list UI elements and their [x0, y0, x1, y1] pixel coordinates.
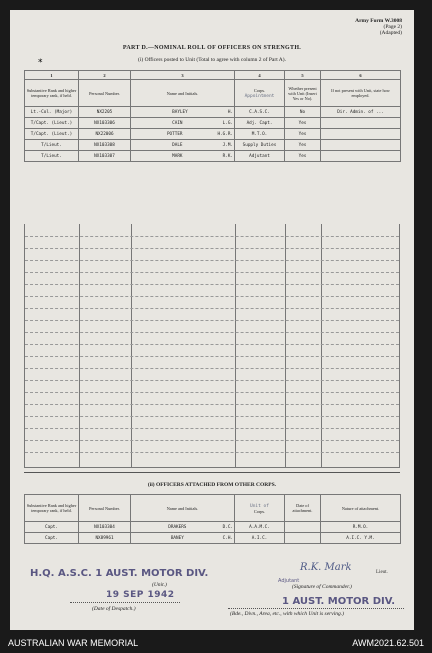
header-personal-number: Personal Number. [79, 495, 131, 522]
table-row [25, 140, 401, 151]
appointment-note: Appointment [244, 93, 275, 99]
header-present: Whether present with Unit (Insert Yes or No). [285, 80, 321, 107]
employment-cell [321, 129, 401, 140]
blank-ruled-area [24, 224, 400, 468]
rank-cell: T/Capt. (Lieut.) [25, 129, 79, 140]
rank-cell: T/Lieut. [25, 151, 79, 162]
nature-cell: A.I.C. Y.M. [321, 533, 401, 544]
division-label: (Bde., Divn., Area, etc., with which Unit is serving.) [230, 611, 344, 617]
header-row [25, 495, 401, 522]
date-line [70, 602, 180, 603]
name-cell: BANEY C.H. [131, 533, 235, 544]
column-number: 3 [131, 71, 235, 80]
present-cell: Yes [285, 118, 321, 129]
form-page [10, 10, 414, 630]
header-corps: Corps. Appointment [235, 80, 285, 107]
present-cell: Yes [285, 129, 321, 140]
name-cell: DRAKERS D.C. [131, 522, 235, 533]
table-row [25, 151, 401, 162]
adjutant-stamp: Adjutant [278, 578, 300, 584]
number-cell: NX103307 [79, 151, 131, 162]
name-cell: DALE J.M. [131, 140, 235, 151]
unit-stamp: H.Q. A.S.C. 1 AUST. MOTOR DIV. [30, 568, 209, 579]
header-corps: Unit of Corps. [235, 495, 285, 522]
present-cell: Yes [285, 151, 321, 162]
corps-cell: Adj. Capt. [235, 118, 285, 129]
table-row [25, 107, 401, 118]
division-stamp: 1 AUST. MOTOR DIV. [282, 596, 396, 607]
corps-cell: A.I.C. [235, 533, 285, 544]
signature-label: (Signature of Commander.) [292, 584, 352, 590]
army-form-number: Army Form W.3008 [355, 18, 402, 24]
header-row [25, 80, 401, 107]
rank-cell: Capt. [25, 533, 79, 544]
number-cell: NX103304 [79, 522, 131, 533]
nature-cell: R.M.O. [321, 522, 401, 533]
table-row [25, 129, 401, 140]
corps-cell: Adjutant [235, 151, 285, 162]
present-cell: No [285, 107, 321, 118]
header-name: Name and Initials. [131, 80, 235, 107]
table-row [25, 118, 401, 129]
corps-cell: Supply Duties [235, 140, 285, 151]
number-cell: NX103308 [79, 140, 131, 151]
column-number: 1 [25, 71, 79, 80]
rank-cell: Capt. [25, 522, 79, 533]
rank-cell: Lt.-Col. (Major) [25, 107, 79, 118]
header-nature-attachment: Nature of attachment. [321, 495, 401, 522]
division-line [228, 608, 404, 609]
corps-cell: C.A.S.C. [235, 107, 285, 118]
column-number: 4 [235, 71, 285, 80]
number-cell: NX22006 [79, 129, 131, 140]
employment-cell [321, 118, 401, 129]
date-label: (Date of Despatch.) [92, 606, 136, 612]
header-personal-number: Personal Number. [79, 80, 131, 107]
header-employment: If not present with Unit, state how employed. [321, 80, 401, 107]
header-rank: Substantive Rank and higher temporary rank, if held. [25, 80, 79, 107]
commander-signature: R.K. Mark [300, 562, 352, 573]
number-cell: NX103306 [79, 118, 131, 129]
name-cell: CAIN L.G. [131, 118, 235, 129]
employment-cell [321, 140, 401, 151]
form-reference [355, 18, 402, 36]
number-cell: NX89961 [79, 533, 131, 544]
employment-cell [321, 151, 401, 162]
header-date-attachment: Date of attachment. [285, 495, 321, 522]
present-cell: Yes [285, 140, 321, 151]
section-two-title: (ii) OFFICERS ATTACHED FROM OTHER CORPS. [147, 482, 277, 488]
memorial-credit: AUSTRALIAN WAR MEMORIAL [8, 638, 139, 648]
column-number-row [25, 71, 401, 80]
date-cell [285, 522, 321, 533]
column-number: 2 [79, 71, 131, 80]
column-number: 6 [321, 71, 401, 80]
name-cell: POTTER H.G.R. [131, 129, 235, 140]
date-stamp: 19 SEP 1942 [106, 590, 175, 600]
unit-of-note: Unit of [250, 503, 269, 509]
corps-cell: M.T.O. [235, 129, 285, 140]
table-row [25, 533, 401, 544]
accession-number: AWM2021.62.501 [352, 638, 424, 648]
corps-cell: A.A.M.C. [235, 522, 285, 533]
officers-on-strength-table [24, 70, 401, 162]
rank-cell: T/Capt. (Lieut.) [25, 118, 79, 129]
header-rank: Substantive Rank and higher temporary rank, if held. [25, 495, 79, 522]
attached-officers-table [24, 494, 401, 544]
header-name: Name and Initials. [131, 495, 235, 522]
date-cell [285, 533, 321, 544]
number-cell: NX2205 [79, 107, 131, 118]
section-divider [24, 472, 400, 473]
hole-punch-mark: ⁎ [38, 54, 43, 64]
table-row [25, 522, 401, 533]
name-cell: MARK R.K. [131, 151, 235, 162]
column-number: 5 [285, 71, 321, 80]
page-number: (Page 2) [383, 24, 402, 30]
rank-cell: T/Lieut. [25, 140, 79, 151]
section-one-subtitle: (i) Officers posted to Unit (Total to agree with column 2 of Part A). [138, 57, 286, 63]
part-d-title: PART D.—NOMINAL ROLL OF OFFICERS ON STRENGTH. [122, 45, 302, 51]
name-cell: BAYLEY H. [131, 107, 235, 118]
unit-label: (Unit.) [152, 582, 167, 588]
employment-cell: Dir. Admin. of ... [321, 107, 401, 118]
adapted-note: (Adapted) [379, 30, 402, 36]
signature-rank: Lieut. [376, 570, 388, 575]
